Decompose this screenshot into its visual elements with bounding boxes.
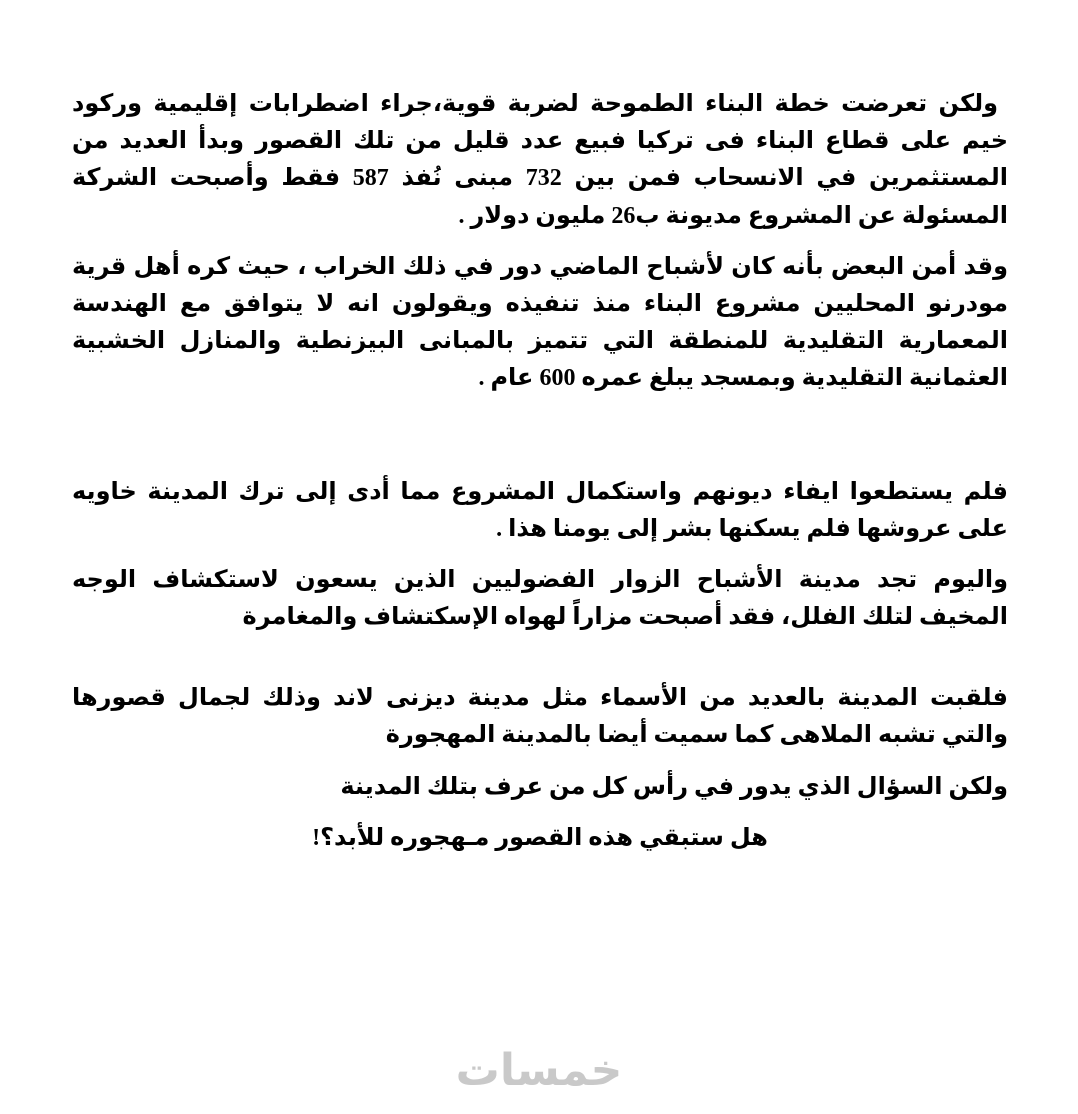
paragraph-debts-abandonment: فلم يستطعوا ايفاء ديونهم واستكمال المشروع مما أدى إلى ترك المدينة خاويه على عروشها فلم يسكنها بشر إلى يومنا هذا . [72,478,1008,542]
khamsat-watermark: خمسات [455,1046,623,1095]
paragraph-ghost-town-visitors: واليوم تجد مدينة الأشباح الزوار الفضوليين الذين يسعون لاستكشاف الوجه المخيف لتلك الفلل، فقد أصبحت مزاراً لهواه الإسكتشاف والمغامرة [72,566,1008,631]
paragraph-final-question: هل ستبقي هذه القصور مـهجوره للأبد؟! [312,824,768,851]
paragraph-city-nicknames: فلقبت المدينة بالعديد من الأسماء مثل مدينة ديزنى لاند وذلك لجمال قصورها والتي تشبه الملاهى كما سميت أيضا بالمدينة المهجورة [72,685,1008,749]
paragraph-construction-setback: ولكن تعرضت خطة البناء الطموحة لضربة قوية،جراء اضطرابات إقليمية وركود خيم على قطاع البناء فى تركيا فبيع عدد قليل من تلك القصور وبدأ العديد من المستثمرين في الانسحاب فمن بين 732 مبنى نُفذ 587 فقط وأصبحت الشركة المسئولة عن المشروع مديونة ب26 مليون دولار . [72,91,1009,229]
paragraph-question-lead: ولكن السؤال الذي يدور في رأس كل من عرف بتلك المدينة [340,773,1008,800]
paragraph-ghosts-of-past: وقد أمن البعض بأنه كان لأشباح الماضي دور في ذلك الخراب ، حيث كره أهل قرية مودرنو المحليين مشروع البناء منذ تنفيذه ويقولون انه لا يتوافق مع الهندسة المعمارية التقليدية للمنطقة التي تتميز بالمبانى البيزنطية والمنازل الخشبية العثمانية التقليدية وبمسجد يبلغ عمره 600 عام . [72,253,1009,392]
